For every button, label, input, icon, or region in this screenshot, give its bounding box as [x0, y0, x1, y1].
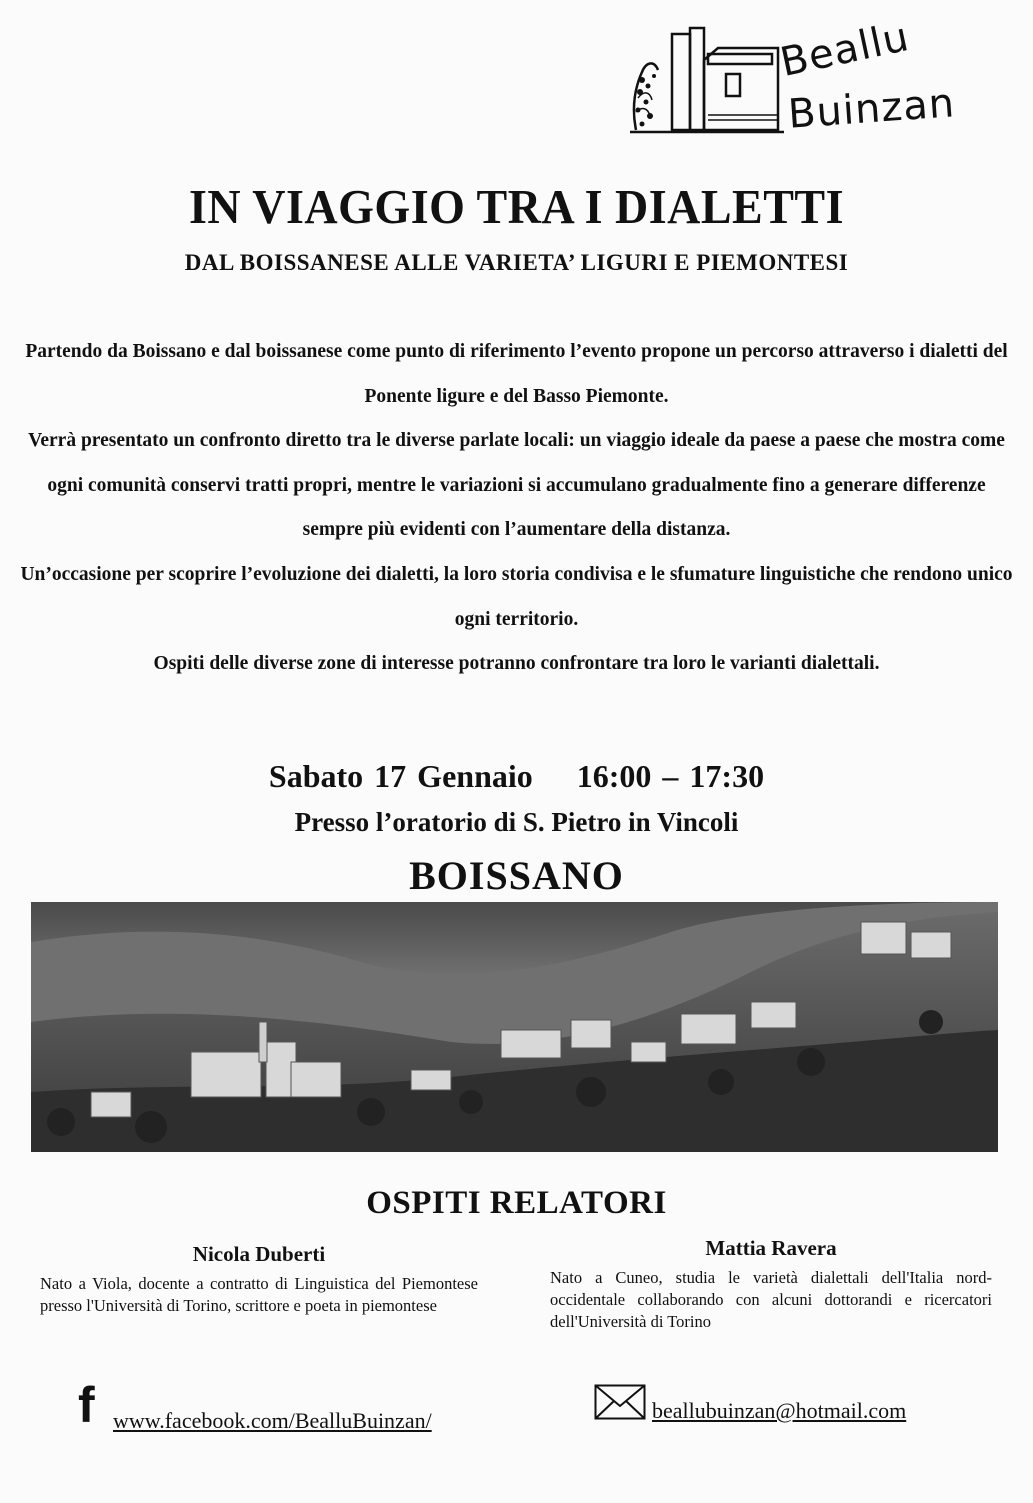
guests-heading: OSPITI RELATORI — [366, 1185, 667, 1221]
page-subtitle: DAL BOISSANESE ALLE VARIETA’ LIGURI E PIEMONTESI — [184, 250, 849, 275]
logo-text-line1: Beallu — [776, 13, 914, 87]
envelope-icon — [594, 1384, 646, 1420]
speaker-name: Nicola Duberti — [192, 1242, 326, 1266]
facebook-link[interactable]: www.facebook.com/BealluBuinzan/ — [113, 1408, 432, 1433]
speaker-name: Mattia Ravera — [705, 1236, 837, 1260]
logo — [628, 13, 968, 140]
event-date: Sabato 17 Gennaio — [268, 758, 533, 794]
page-title: IN VIAGGIO TRA I DIALETTI — [189, 179, 844, 234]
tower-illustration-icon — [628, 20, 788, 140]
description-paragraph: Un’occasione per scoprire l’evoluzione dei dialetti, la loro storia condivisa e le sfumature linguistiche che rendono unico ogni territorio. — [20, 563, 1013, 630]
village-panorama-photo — [31, 902, 998, 1152]
facebook-icon: f — [78, 1377, 95, 1433]
logo-text-line2: Buinzan — [786, 80, 957, 138]
event-description — [20, 330, 1013, 687]
speaker-card — [40, 1242, 478, 1317]
event-town: BOISSANO — [409, 853, 624, 898]
speaker-bio: Nato a Viola, docente a contratto di Linguistica del Piemontese presso l'Università di Torino, scrittore e poeta in piemontese — [40, 1274, 478, 1315]
email-link[interactable]: beallubuinzan@hotmail.com — [652, 1398, 907, 1423]
description-paragraph: Verrà presentato un confronto diretto tra le diverse parlate locali: un viaggio ideale da paese a paese che mostra come ogni comunità conservi tratti propri, mentre le variazioni si accumulano gradualmente fino a generare differenze sempre più evidenti con l’aumentare della distanza. — [28, 430, 1005, 541]
description-paragraph: Partendo da Boissano e dal boissanese come punto di riferimento l’evento propone un percorso attraverso i dialetti del Ponente ligure e del Basso Piemonte. — [25, 341, 1008, 407]
event-venue: Presso l’oratorio di S. Pietro in Vincoli — [294, 807, 739, 837]
event-time: 16:00 – 17:30 — [576, 758, 765, 794]
speaker-bio: Nato a Cuneo, studia le varietà dialettali dell'Italia nord-occidentale collaborando con alcuni dottorandi e ricercatori dell'Università di Torino — [550, 1268, 992, 1331]
speaker-card — [550, 1236, 992, 1333]
event-date-time — [0, 758, 1033, 795]
description-paragraph: Ospiti delle diverse zone di interesse potranno confrontare tra loro le varianti dialettali. — [153, 653, 880, 675]
